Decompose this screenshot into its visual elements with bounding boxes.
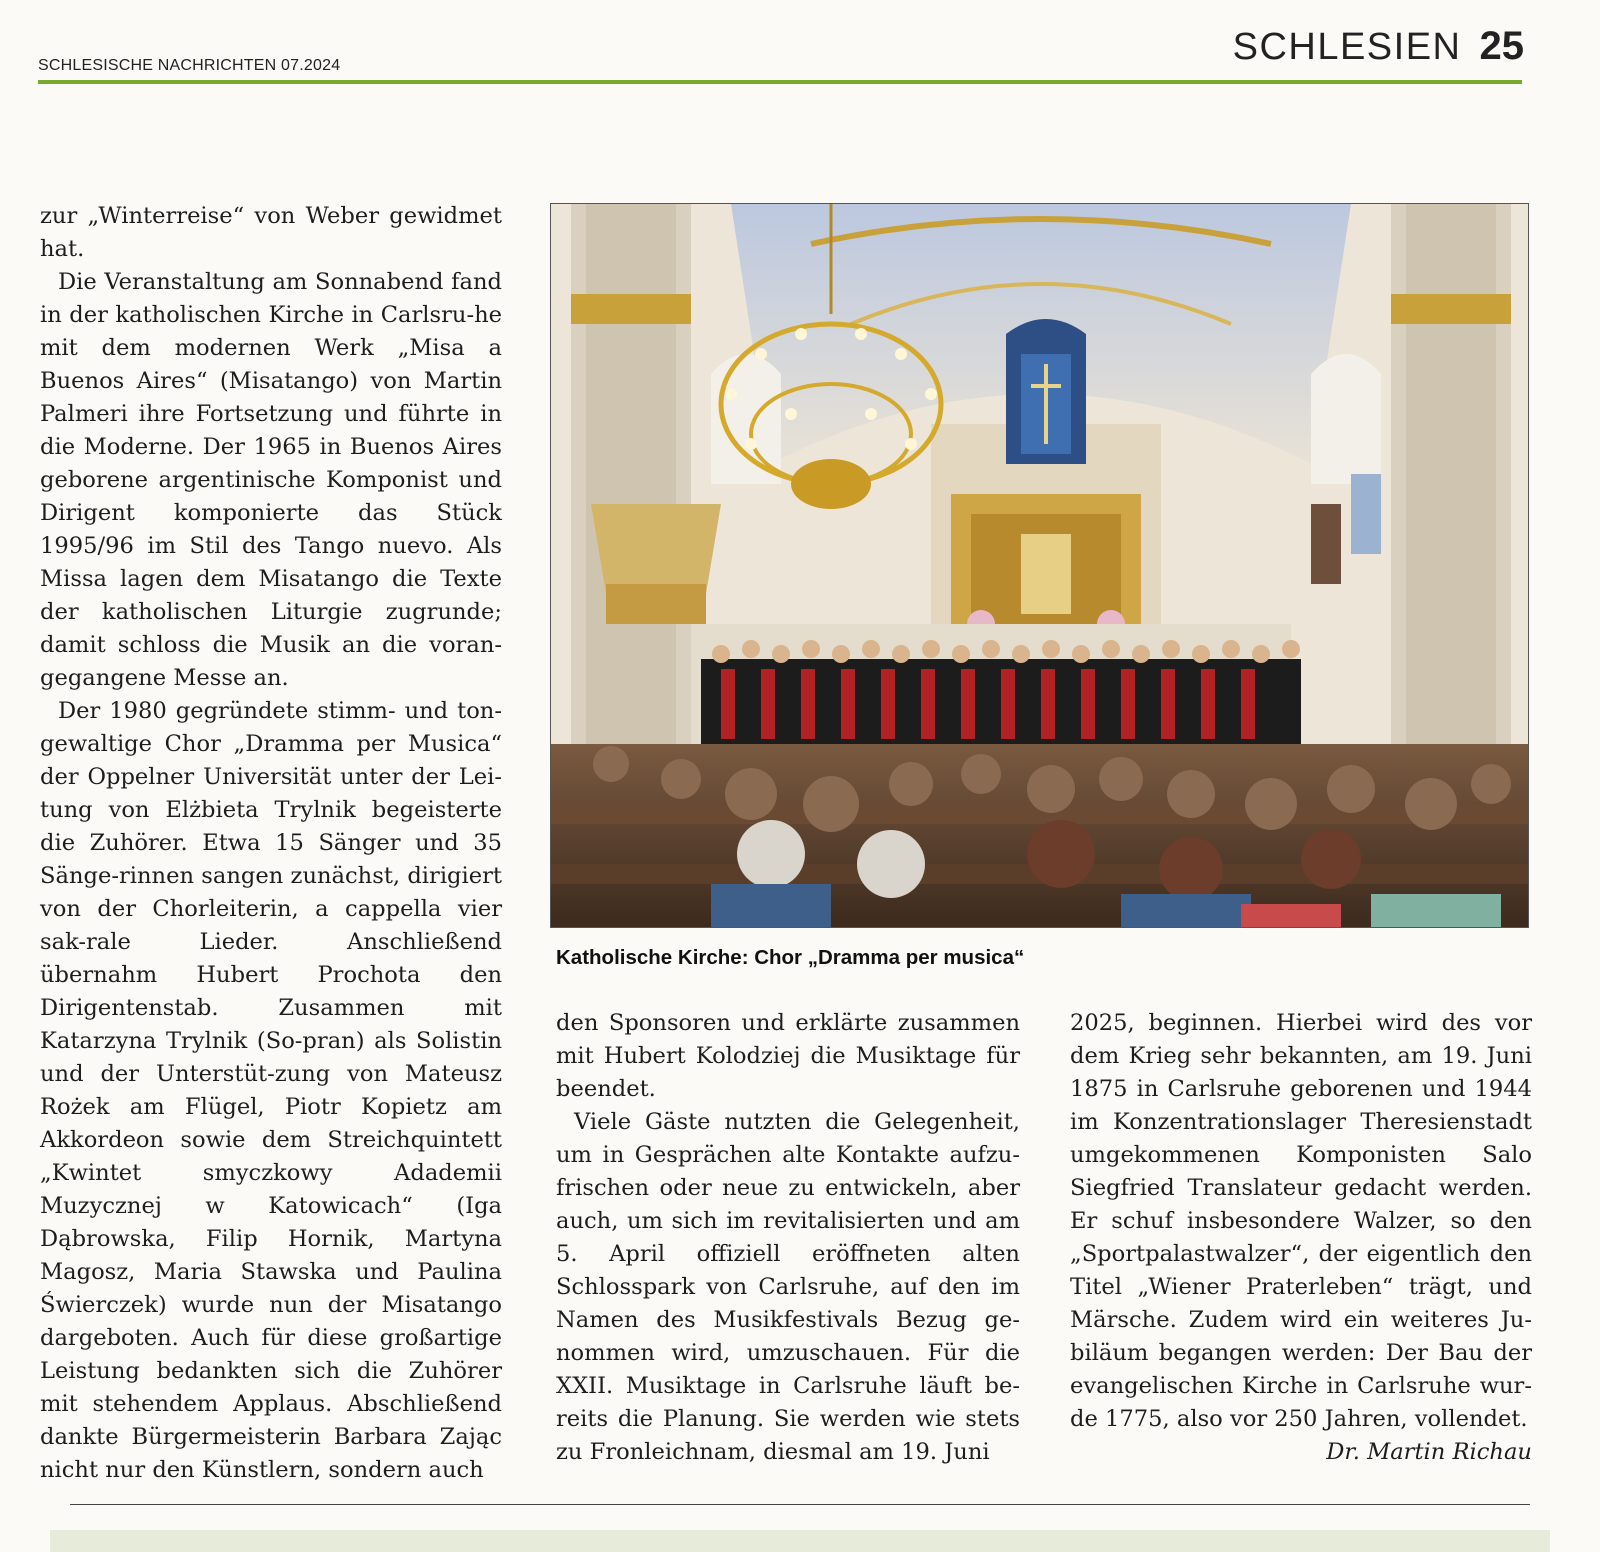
photo-illustration-icon xyxy=(551,204,1528,927)
section-title: SCHLESIEN xyxy=(1232,26,1462,68)
header-rule xyxy=(38,80,1522,84)
footer-rule xyxy=(70,1504,1530,1505)
paragraph: den Sponsoren und erklärte zusammen mit Hubert Kolodziej die Musiktage für beendet. xyxy=(556,1010,1020,1102)
paragraph: Die Veranstaltung am Sonnabend fand in der katholischen Kirche in Carlsru-he mit dem modernen Werk „Misa a Buenos Aires“ (Misatango) von Martin Palmeri ihre Fortsetzung und führte in die Moderne. Der 1965 in Buenos Aires geborene argentinische Komponist und Dirigent komponierte das Stück 1995/96 im Stil des Tango nuevo. Als Missa lagen dem Misatango die Texte der katholischen Liturgie zugrunde; damit schloss die Musik an die voran-gegangene Messe an. xyxy=(40,269,502,691)
paragraph: 2025, beginnen. Hierbei wird des vor dem Krieg sehr bekannten, am 19. Juni 1875 in Carlsruhe geborenen und 1944 im Konzentrationslager Theresienstadt umgekommenen Komponisten Salo Siegfried Translateur gedacht werden. Er schuf insbesondere Walzer, so den „Sportpalastwalzer“, der eigentlich den Titel „Wiener Praterleben“ trägt, und Märsche. Zudem wird ein weiteres Ju-biläum begangen werden: Der Bau der evangelischen Kirche in Carlsruhe wur-de 1775, also vor 250 Jahren, vollendet. xyxy=(1070,1010,1532,1432)
article-column-1 xyxy=(40,200,502,1487)
article-column-2 xyxy=(556,1007,1020,1469)
photo-caption: Katholische Kirche: Chor „Dramma per musica“ xyxy=(556,946,1025,969)
paragraph: Der 1980 gegründete stimm- und ton-gewaltige Chor „Dramma per Musica“ der Oppelner Universität unter der Lei-tung von Elżbieta Trylnik begeisterte die Zuhörer. Etwa 15 Sänger und 35 Sänge-rinnen sangen zunächst, dirigiert von der Chorleiterin, a cappella vier sak-rale Lieder. Anschließend übernahm Hubert Prochota den Dirigentenstab. Zusammen mit Katarzyna Trylnik (So-pran) als Solistin und der Unterstüt-zung von Mateusz Rożek am Flügel, Piotr Kopietz am Akkordeon sowie dem Streichquintett „Kwintet smyczkowy Adademii Muzycznej w Katowicach“ (Iga Dąbrowska, Filip Hornik, Martyna Magosz, Maria Stawska und Paulina Świerczek) wurde nun der Misatango dargeboten. Auch für diese großartige Leistung bedankten sich die Zuhörer mit stehendem Applaus. Abschließend dankte Bürgermeisterin Barbara Zając nicht nur den Künstlern, sondern auch xyxy=(40,698,502,1483)
article-column-3 xyxy=(1070,1007,1532,1469)
paragraph: zur „Winterreise“ von Weber gewidmet hat. xyxy=(40,203,502,262)
publication-line: SCHLESISCHE NACHRICHTEN 07.2024 xyxy=(38,57,341,74)
page-number: 25 xyxy=(1479,24,1524,68)
paragraph: Viele Gäste nutzten die Gelegenheit, um in Gesprächen alte Kontakte aufzu-frischen oder neue zu entwickeln, aber auch, um sich im revitalisierten und am 5. April offiziell eröffneten alten Schlosspark von Carlsruhe, auf den im Namen des Musikfestivals Bezug ge-nommen wird, umzuschauen. Für die XXII. Musiktage in Carlsruhe läuft be-reits die Planung. Sie werden wie stets zu Fronleichnam, diesmal am 19. Juni xyxy=(556,1109,1020,1465)
section-header xyxy=(1233,24,1524,69)
footer-band xyxy=(50,1530,1550,1552)
author-signature: Dr. Martin Richau xyxy=(1326,1439,1532,1465)
church-concert-photo xyxy=(550,203,1529,928)
